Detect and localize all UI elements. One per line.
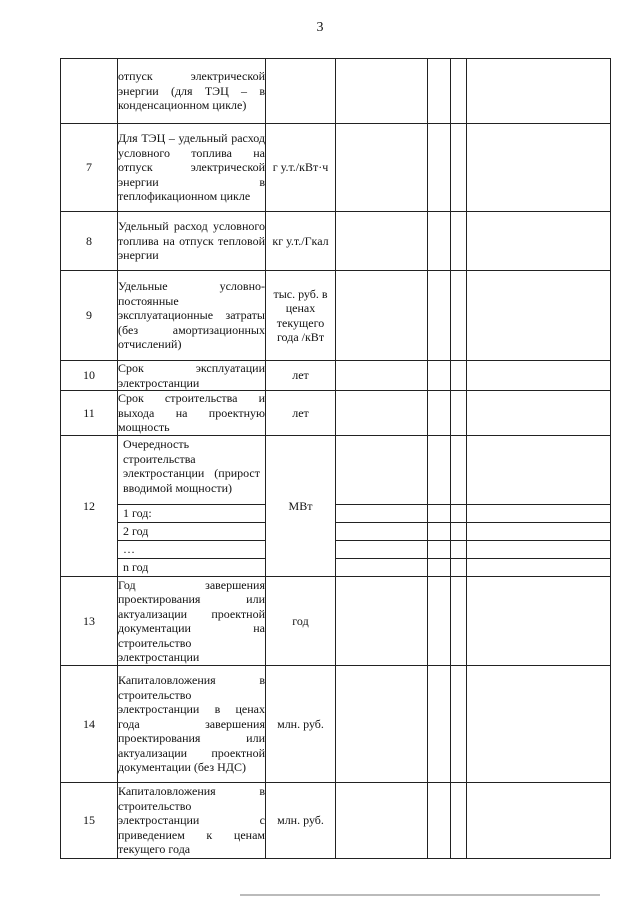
value-cell[interactable]	[467, 391, 611, 436]
row-description: Очередность строительства электростанции (прирост вводимой мощности)	[123, 437, 260, 495]
value-cell[interactable]	[467, 212, 611, 271]
value-cell[interactable]	[451, 783, 467, 859]
value-cell[interactable]	[336, 577, 428, 666]
row-description: Для ТЭЦ – удельный расход условного топлива на отпуск электрической энергии в теплофикационном цикле	[118, 124, 266, 212]
row-description: отпуск электрической энергии (для ТЭЦ – в конденсационном цикле)	[118, 59, 266, 124]
row-description: Год завершения проектирования или актуализации проектной документации на строительство электростанции	[118, 577, 265, 664]
value-cell[interactable]	[467, 271, 611, 361]
row-unit: кг у.т./Гкал	[266, 212, 336, 271]
value-cell[interactable]	[451, 577, 467, 666]
value-cell-group[interactable]	[451, 436, 467, 577]
parameters-table	[60, 58, 611, 859]
value-cell[interactable]	[467, 361, 611, 391]
table-row	[61, 783, 611, 859]
row-number: 12	[61, 436, 118, 577]
page-number: 3	[316, 20, 324, 35]
value-cell[interactable]	[467, 783, 611, 859]
row-unit: МВт	[266, 436, 336, 577]
table-row	[61, 212, 611, 271]
row-number: 7	[61, 124, 118, 212]
table-row	[61, 391, 611, 436]
table-row	[61, 361, 611, 391]
value-cell[interactable]	[336, 124, 428, 212]
row-unit: тыс. руб. в ценах текущего года /кВт	[266, 271, 336, 361]
value-cell[interactable]	[428, 361, 451, 391]
value-cell[interactable]	[428, 391, 451, 436]
value-cell[interactable]	[428, 666, 451, 783]
row-description: Капиталовложения в строительство электростанции в ценах года завершения проектирования или актуализации проектной документации (без НДС)	[118, 666, 266, 783]
subitem-year-n: n год	[118, 558, 265, 576]
value-cell[interactable]	[428, 783, 451, 859]
value-cell[interactable]	[451, 124, 467, 212]
value-cell[interactable]	[336, 271, 428, 361]
value-cell[interactable]	[428, 271, 451, 361]
row-description: Срок эксплуатации электростанции	[118, 361, 265, 390]
table-row	[61, 666, 611, 783]
value-cell[interactable]	[451, 391, 467, 436]
scan-artifact-line	[240, 894, 600, 896]
row-unit: г у.т./кВт·ч	[266, 124, 336, 212]
value-cell[interactable]	[428, 577, 451, 666]
value-cell[interactable]	[451, 212, 467, 271]
row-description-group	[118, 436, 266, 577]
row-number: 11	[61, 391, 118, 436]
value-cell[interactable]	[451, 361, 467, 391]
value-cell[interactable]	[451, 271, 467, 361]
row-description: Срок строительства и выхода на проектную мощность	[118, 391, 265, 435]
value-cell-group[interactable]	[467, 436, 611, 577]
value-cell[interactable]	[336, 783, 428, 859]
row-number: 14	[61, 666, 118, 783]
row-number: 15	[61, 783, 118, 859]
row-unit: лет	[266, 361, 336, 391]
table-row	[61, 59, 611, 124]
row-unit: млн. руб.	[266, 783, 336, 859]
value-cell[interactable]	[467, 59, 611, 124]
subitem-year-2: 2 год	[118, 522, 265, 540]
row-number	[61, 59, 118, 124]
table-row	[61, 271, 611, 361]
value-cell[interactable]	[336, 361, 428, 391]
row-number: 9	[61, 271, 118, 361]
value-cell[interactable]	[336, 391, 428, 436]
row-description: Удельный расход условного топлива на отпуск тепловой энергии	[118, 212, 266, 271]
subitem-ellipsis: …	[118, 540, 265, 558]
value-cell[interactable]	[336, 666, 428, 783]
value-cell-group[interactable]	[336, 436, 428, 577]
value-cell[interactable]	[451, 59, 467, 124]
row-description: Капиталовложения в строительство электростанции с приведением к ценам текущего года	[118, 783, 266, 859]
value-cell[interactable]	[467, 666, 611, 783]
value-cell[interactable]	[428, 212, 451, 271]
row-unit: млн. руб.	[266, 666, 336, 783]
row-unit	[266, 59, 336, 124]
value-cell[interactable]	[336, 212, 428, 271]
row-number: 13	[61, 577, 118, 666]
row-unit: лет	[266, 391, 336, 436]
table-row	[61, 577, 611, 666]
value-cell[interactable]	[428, 124, 451, 212]
value-cell[interactable]	[336, 59, 428, 124]
row-number: 8	[61, 212, 118, 271]
value-cell-group[interactable]	[428, 436, 451, 577]
row-description: Удельные условно-постоянные эксплуатационные затраты (без амортизационных отчислений)	[118, 271, 266, 361]
value-cell[interactable]	[451, 666, 467, 783]
table-row	[61, 124, 611, 212]
value-cell[interactable]	[467, 124, 611, 212]
value-cell[interactable]	[467, 577, 611, 666]
row-number: 10	[61, 361, 118, 391]
row-unit: год	[266, 577, 336, 666]
value-cell[interactable]	[428, 59, 451, 124]
subitem-year-1: 1 год:	[118, 504, 265, 522]
table-row	[61, 436, 611, 577]
